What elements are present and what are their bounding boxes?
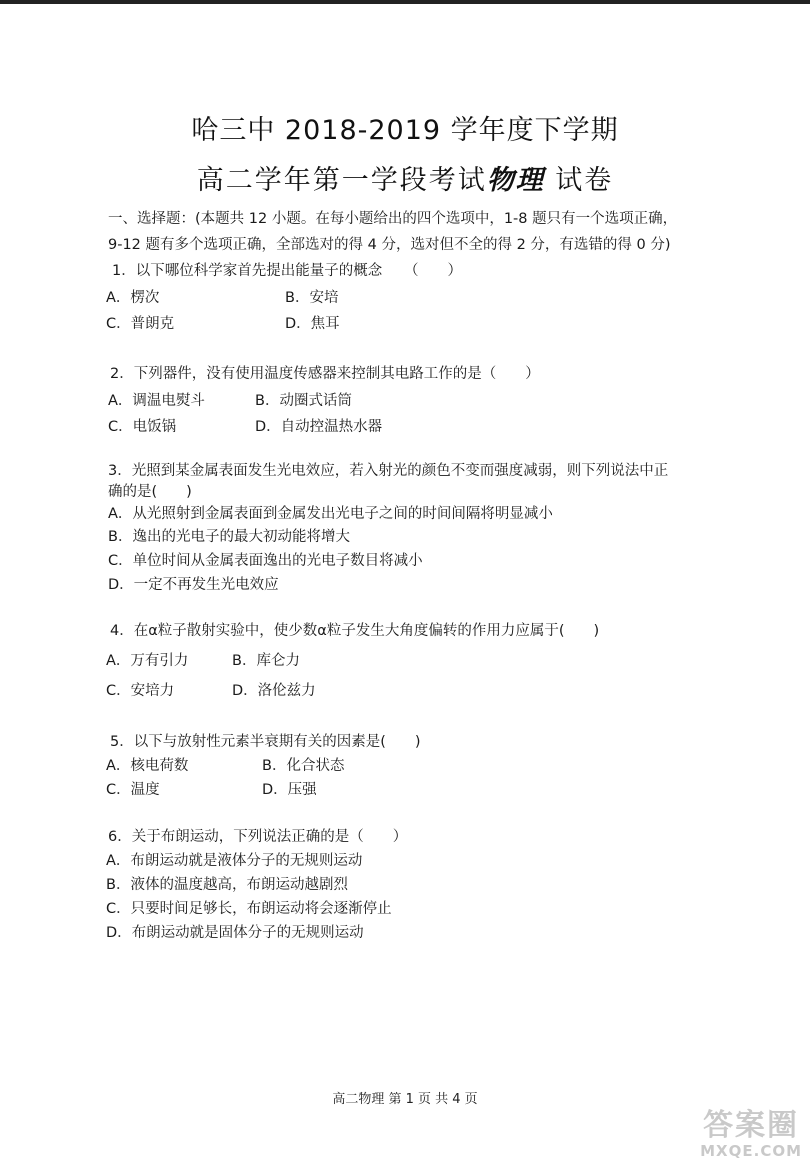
question-1-stem: 1．以下哪位科学家首先提出能量子的概念 （ ）: [112, 263, 462, 279]
question-5-option-b: B．化合状态: [262, 758, 345, 774]
question-5-option-a: A．核电荷数: [106, 758, 189, 774]
question-1-option-a: A．楞次: [106, 290, 160, 306]
watermark-text: 答案圈: [703, 1108, 800, 1143]
question-3-option-a: A．从光照射到金属表面到金属发出光电子之间的时间间隔将明显减小: [108, 506, 553, 522]
top-border: [0, 0, 810, 4]
question-2-option-c: C．电饭锅: [108, 419, 177, 435]
subtitle-suffix: 试卷: [555, 165, 614, 196]
question-2-option-b: B．动圈式话筒: [255, 393, 352, 409]
question-4-option-d: D．洛伦兹力: [232, 683, 316, 699]
exam-title: 哈三中 2018-2019 学年度下学期: [191, 115, 619, 146]
question-4-stem: 4．在α粒子散射实验中，使少数α粒子发生大角度偏转的作用力应属于( ): [110, 623, 600, 639]
exam-subtitle: [0, 158, 810, 197]
question-6-option-a: A．布朗运动就是液体分子的无规则运动: [106, 853, 363, 869]
question-3-option-b: B．逸出的光电子的最大初动能将增大: [108, 529, 350, 545]
section-instructions-line1: 一、选择题：(本题共 12 小题。在每小题给出的四个选项中，1-8 题只有一个选项正确，: [108, 211, 678, 227]
question-4-option-b: B．库仑力: [232, 653, 300, 669]
page-footer: 高二物理 第 1 页 共 4 页: [332, 1092, 478, 1107]
question-2-option-d: D．自动控温热水器: [255, 419, 383, 435]
question-5-option-c: C．温度: [106, 782, 160, 798]
question-6-option-d: D．布朗运动就是固体分子的无规则运动: [106, 925, 364, 941]
question-4-option-c: C．安培力: [106, 683, 175, 699]
question-6-stem: 6．关于布朗运动，下列说法正确的是（ ）: [108, 829, 408, 845]
question-6-option-b: B．液体的温度越高，布朗运动越剧烈: [106, 877, 348, 893]
question-4-option-a: A．万有引力: [106, 653, 189, 669]
question-3-stem-line2: 确的是( ): [108, 484, 192, 500]
question-1-option-b: B．安培: [285, 290, 339, 306]
question-1-option-d: D．焦耳: [285, 316, 340, 332]
watermark-url: MXQE.COM: [700, 1142, 802, 1160]
subject-name: 物理: [486, 165, 545, 196]
question-5-stem: 5．以下与放射性元素半衰期有关的因素是( ): [110, 734, 421, 750]
question-3-option-d: D．一定不再发生光电效应: [108, 577, 279, 593]
question-5-option-d: D．压强: [262, 782, 317, 798]
question-3-stem-line1: 3．光照到某金属表面发生光电效应，若入射光的颜色不变而强度减弱，则下列说法中正: [108, 463, 669, 479]
question-6-option-c: C．只要时间足够长，布朗运动将会逐渐停止: [106, 901, 392, 917]
question-1-option-c: C．普朗克: [106, 316, 175, 332]
question-2-stem: 2．下列器件，没有使用温度传感器来控制其电路工作的是（ ）: [110, 366, 540, 382]
watermark-logo: [700, 1100, 802, 1160]
question-2-option-a: A．调温电熨斗: [108, 393, 205, 409]
subtitle-prefix: 高二学年第一学段考试: [196, 165, 487, 196]
section-instructions-line2: 9-12 题有多个选项正确，全部选对的得 4 分，选对但不全的得 2 分，有选错的得 0 分): [108, 237, 671, 253]
question-3-option-c: C．单位时间从金属表面逸出的光电子数目将减小: [108, 553, 423, 569]
